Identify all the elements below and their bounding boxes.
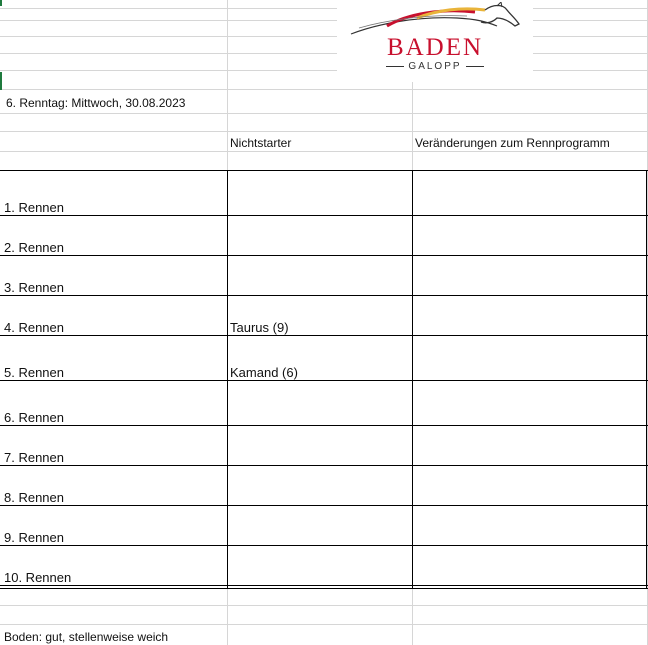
table-border <box>0 505 648 506</box>
gridline <box>0 20 648 21</box>
logo-subtitle-text: GALOPP <box>408 61 462 72</box>
race-label: 4. Rennen <box>4 320 64 335</box>
table-border <box>0 380 648 381</box>
column-header-changes: Veränderungen zum Rennprogramm <box>415 136 610 150</box>
gridline <box>0 89 648 90</box>
renntag-title: 6. Renntag: Mittwoch, 30.08.2023 <box>6 96 186 110</box>
race-nichtstarter[interactable]: Taurus (9) <box>230 320 289 335</box>
gridline <box>0 131 648 132</box>
race-label: 7. Rennen <box>4 450 64 465</box>
table-border <box>0 255 648 256</box>
table-border <box>0 295 648 296</box>
boden-status: Boden: gut, stellenweise weich <box>4 630 169 644</box>
gridline <box>0 113 648 114</box>
race-label: 6. Rennen <box>4 410 64 425</box>
race-label: 2. Rennen <box>4 240 64 255</box>
race-label: 5. Rennen <box>4 365 64 380</box>
table-border-double <box>0 588 648 589</box>
table-border <box>0 425 648 426</box>
cell-selection-marker <box>0 0 2 6</box>
race-label: 1. Rennen <box>4 200 64 215</box>
table-border <box>0 335 648 336</box>
gridline <box>0 70 648 71</box>
gridline <box>0 53 648 54</box>
race-label: 10. Rennen <box>4 570 72 585</box>
table-border <box>0 170 648 171</box>
logo-subtitle <box>337 61 533 73</box>
table-border <box>412 170 413 589</box>
race-nichtstarter[interactable]: Kamand (6) <box>230 365 298 380</box>
race-label: 8. Rennen <box>4 490 64 505</box>
table-border <box>227 170 228 589</box>
gridline <box>0 36 648 37</box>
table-border <box>646 170 647 589</box>
race-label: 9. Rennen <box>4 530 64 545</box>
column-header-nichtstarter: Nichtstarter <box>230 136 292 150</box>
table-border <box>0 215 648 216</box>
cell-selection-marker <box>0 72 2 90</box>
table-border <box>0 545 648 546</box>
logo-title: BADEN <box>386 34 484 61</box>
baden-galopp-logo <box>337 0 533 82</box>
gridline <box>0 624 648 625</box>
gridline <box>0 605 648 606</box>
table-border <box>0 585 648 586</box>
gridline <box>0 151 648 152</box>
table-border <box>0 465 648 466</box>
horse-logo-icon <box>347 2 523 38</box>
race-label: 3. Rennen <box>4 280 64 295</box>
gridline <box>0 8 648 9</box>
